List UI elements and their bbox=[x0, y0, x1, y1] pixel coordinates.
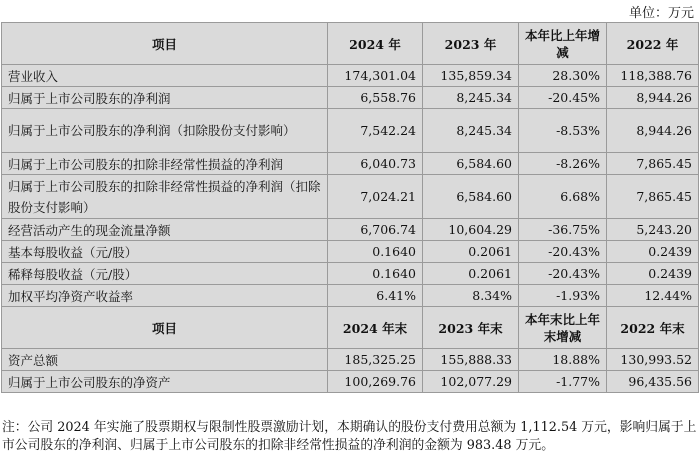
cell-value: -20.43% bbox=[519, 241, 607, 263]
header-2022-end: 2022 年末 bbox=[607, 307, 699, 349]
cell-value: -20.43% bbox=[519, 263, 607, 285]
cell-value: 8,944.26 bbox=[607, 87, 699, 109]
financial-table bbox=[1, 22, 699, 393]
header-2022: 2022 年 bbox=[607, 23, 699, 65]
cell-value: 185,325.25 bbox=[328, 349, 423, 371]
table-row bbox=[2, 349, 699, 371]
header-change: 本年比上年增减 bbox=[519, 23, 607, 65]
table-row bbox=[2, 65, 699, 87]
cell-value: 8,245.34 bbox=[423, 87, 519, 109]
cell-value: -20.45% bbox=[519, 87, 607, 109]
cell-value: 0.1640 bbox=[328, 241, 423, 263]
cell-value: 100,269.76 bbox=[328, 371, 423, 393]
cell-value: 6,706.74 bbox=[328, 219, 423, 241]
table-row bbox=[2, 109, 699, 153]
cell-value: 7,865.45 bbox=[607, 153, 699, 175]
cell-value: 0.2439 bbox=[607, 263, 699, 285]
row-label: 归属于上市公司股东的扣除非经常性损益的净利润 bbox=[2, 153, 328, 175]
row-label: 归属于上市公司股东的净利润（扣除股份支付影响） bbox=[2, 109, 328, 153]
header-2023-end: 2023 年末 bbox=[423, 307, 519, 349]
header-item: 项目 bbox=[2, 307, 328, 349]
table-row bbox=[2, 87, 699, 109]
cell-value: 118,388.76 bbox=[607, 65, 699, 87]
row-label: 基本每股收益（元/股） bbox=[2, 241, 328, 263]
cell-value: -1.77% bbox=[519, 371, 607, 393]
cell-value: -36.75% bbox=[519, 219, 607, 241]
cell-value: 8.34% bbox=[423, 285, 519, 307]
cell-value: -8.26% bbox=[519, 153, 607, 175]
cell-value: -1.93% bbox=[519, 285, 607, 307]
header-2023: 2023 年 bbox=[423, 23, 519, 65]
cell-value: 155,888.33 bbox=[423, 349, 519, 371]
row-label: 归属于上市公司股东的扣除非经常性损益的净利润（扣除股份支付影响） bbox=[2, 175, 328, 219]
cell-value: 7,865.45 bbox=[607, 175, 699, 219]
cell-value: 6.41% bbox=[328, 285, 423, 307]
row-label: 稀释每股收益（元/股） bbox=[2, 263, 328, 285]
cell-value: 8,245.34 bbox=[423, 109, 519, 153]
cell-value: 0.2061 bbox=[423, 241, 519, 263]
cell-value: 6,584.60 bbox=[423, 153, 519, 175]
unit-label: 单位：万元 bbox=[628, 6, 694, 21]
row-label: 归属于上市公司股东的净利润 bbox=[2, 87, 328, 109]
cell-value: 5,243.20 bbox=[607, 219, 699, 241]
cell-value: 0.2439 bbox=[607, 241, 699, 263]
cell-value: 130,993.52 bbox=[607, 349, 699, 371]
table-row bbox=[2, 175, 699, 219]
table-header-row bbox=[2, 307, 699, 349]
cell-value: 135,859.34 bbox=[423, 65, 519, 87]
row-label: 加权平均净资产收益率 bbox=[2, 285, 328, 307]
table-row bbox=[2, 285, 699, 307]
table-row bbox=[2, 263, 699, 285]
cell-value: 6,558.76 bbox=[328, 87, 423, 109]
row-label: 经营活动产生的现金流量净额 bbox=[2, 219, 328, 241]
cell-value: 6,584.60 bbox=[423, 175, 519, 219]
cell-value: 0.2061 bbox=[423, 263, 519, 285]
table-header-row bbox=[2, 23, 699, 65]
header-2024: 2024 年 bbox=[328, 23, 423, 65]
cell-value: 7,024.21 bbox=[328, 175, 423, 219]
cell-value: 96,435.56 bbox=[607, 371, 699, 393]
cell-value: 174,301.04 bbox=[328, 65, 423, 87]
cell-value: 0.1640 bbox=[328, 263, 423, 285]
table-row bbox=[2, 371, 699, 393]
cell-value: 12.44% bbox=[607, 285, 699, 307]
header-2024-end: 2024 年末 bbox=[328, 307, 423, 349]
cell-value: 28.30% bbox=[519, 65, 607, 87]
header-item: 项目 bbox=[2, 23, 328, 65]
cell-value: 102,077.29 bbox=[423, 371, 519, 393]
table-row bbox=[2, 241, 699, 263]
cell-value: 18.88% bbox=[519, 349, 607, 371]
footnote: 注：公司 2024 年实施了股票期权与限制性股票激励计划，本期确认的股份支付费用总额为 1,112.54 万元，影响归属于上市公司股东的净利润、归属于上市公司股东的扣除非经常性损益的净利润的金额为 983.48 万元。 bbox=[2, 420, 697, 453]
cell-value: 8,944.26 bbox=[607, 109, 699, 153]
cell-value: -8.53% bbox=[519, 109, 607, 153]
table-row bbox=[2, 153, 699, 175]
table-row bbox=[2, 219, 699, 241]
cell-value: 7,542.24 bbox=[328, 109, 423, 153]
cell-value: 10,604.29 bbox=[423, 219, 519, 241]
cell-value: 6.68% bbox=[519, 175, 607, 219]
header-change-end: 本年末比上年末增减 bbox=[519, 307, 607, 349]
cell-value: 6,040.73 bbox=[328, 153, 423, 175]
row-label: 归属于上市公司股东的净资产 bbox=[2, 371, 328, 393]
row-label: 资产总额 bbox=[2, 349, 328, 371]
row-label: 营业收入 bbox=[2, 65, 328, 87]
